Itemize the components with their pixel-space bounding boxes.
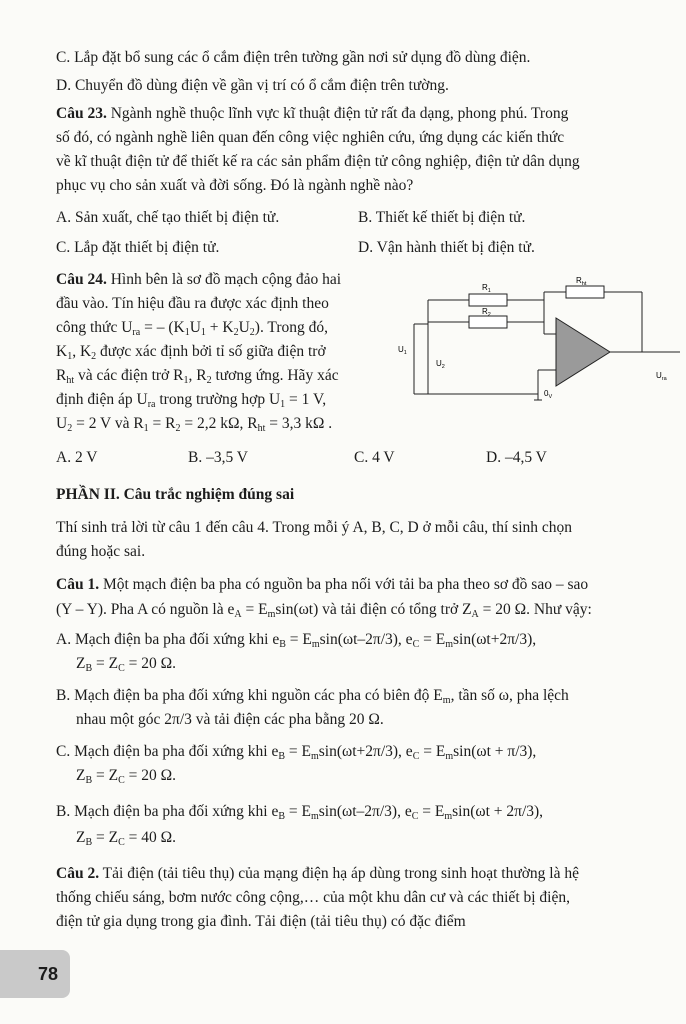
c1-line2 <box>56 600 592 625</box>
q24-seg: R <box>56 367 67 384</box>
c1-option-b-line2: nhau một góc 2π/3 và tải điện các pha bằng 20 Ω. <box>76 711 384 728</box>
seg: = Z <box>92 655 119 672</box>
c1-text: Một mạch điện ba pha có nguồn ba pha nối với tải ba pha theo sơ đồ sao – sao <box>99 576 589 593</box>
u2-label: $U_2$ <box>436 359 445 370</box>
q24-seg: và các điện trở R <box>74 367 184 384</box>
c1-option-a <box>56 630 536 655</box>
sub: ra <box>132 327 141 338</box>
q24-option-d: D. –4,5 V <box>486 449 547 466</box>
q24-seg: định điện áp U <box>56 391 148 408</box>
inverting-summing-amplifier-diagram <box>384 272 684 412</box>
q24-seg: = R <box>148 415 176 432</box>
q24-text5 <box>56 366 339 391</box>
q24-text1: Hình bên là sơ đồ mạch cộng đảo hai <box>106 271 342 288</box>
c2-label: Câu 2. <box>56 865 100 882</box>
u1-label: $U_1$ <box>398 345 407 356</box>
seg: = Z <box>92 829 119 846</box>
question-23-line1 <box>56 104 568 124</box>
sub: m <box>445 751 454 762</box>
option-d-prev: D. Chuyển đồ dùng điện về gần vị trí có ổ cắm điện trên tường. <box>56 77 449 94</box>
q24-text6 <box>56 390 326 415</box>
r1-label: $R_1$ <box>482 283 491 294</box>
sub: 1 <box>200 327 206 338</box>
q24-seg: = 1 V, <box>285 391 327 408</box>
sub: A <box>234 609 242 620</box>
q23-text1: Ngành nghề thuộc lĩnh vực kĩ thuật điện tử rất đa dạng, phong phú. Trong <box>106 105 569 122</box>
sub: 2 <box>67 423 73 434</box>
seg: = E <box>285 743 311 760</box>
sub: C <box>411 811 419 822</box>
q24-seg: ). Trong đó, <box>254 319 328 336</box>
q24-seg: = 2,2 kΩ, R <box>180 415 258 432</box>
seg: = E <box>285 803 311 820</box>
seg: = E <box>419 743 446 760</box>
page-number: 78 <box>0 950 70 998</box>
sub: 2 <box>175 423 181 434</box>
op-amp-symbol <box>556 318 610 386</box>
seg: = 40 Ω. <box>124 829 177 846</box>
seg: sin(ωt) và tải điện có tổng trở Z <box>275 601 472 618</box>
sub: m <box>311 639 320 650</box>
part-2-intro1: Thí sinh trả lời từ câu 1 đến câu 4. Trong mỗi ý A, B, C, D ở mỗi câu, thí sinh chọn <box>56 519 573 536</box>
sub: C <box>412 639 420 650</box>
sub: 1 <box>67 351 73 362</box>
seg: B. Mạch điện ba pha đối xứng khi e <box>56 803 279 820</box>
question-24-label: Câu 24. <box>56 271 107 288</box>
sub: B <box>85 837 93 848</box>
c2-text: Tải điện (tải tiêu thụ) của mạng điện hạ áp dùng trong sinh hoạt thường là hệ <box>99 865 579 882</box>
q23-option-d: D. Vận hành thiết bị điện tử. <box>358 239 535 256</box>
q23-text4: phục vụ cho sản xuất và đời sống. Đó là ngành nghề nào? <box>56 177 414 194</box>
q24-option-a: A. 2 V <box>56 449 98 466</box>
q24-seg: U <box>56 415 68 432</box>
sub: m <box>444 811 453 822</box>
c2-line2: thống chiếu sáng, bơm nước công cộng,… của một khu dân cư và các thiết bị điện, <box>56 889 570 906</box>
q24-seg: U <box>238 319 250 336</box>
ground-label: $0_V$ <box>544 389 553 400</box>
q24-seg: = 2 V và R <box>72 415 144 432</box>
sub: 2 <box>233 327 239 338</box>
sub: B <box>85 663 93 674</box>
sub: B <box>279 639 286 650</box>
sub: C <box>118 837 125 848</box>
seg: = E <box>419 631 446 648</box>
c2-line1 <box>56 864 579 884</box>
sub: ra <box>147 399 156 410</box>
part-2-intro2: đúng hoặc sai. <box>56 543 146 560</box>
seg: sin(ωt–2π/3), e <box>318 803 412 820</box>
q24-seg: K <box>56 343 68 360</box>
part-2-title: PHẦN II. Câu trắc nghiệm đúng sai <box>56 486 295 503</box>
q24-seg: = 3,3 kΩ . <box>265 415 333 432</box>
sub: B <box>85 775 93 786</box>
question-24-line1 <box>56 270 341 290</box>
sub: m <box>442 695 451 706</box>
q24-seg: , K <box>72 343 92 360</box>
sub: ht <box>66 375 75 386</box>
seg: = 20 Ω. <box>124 767 177 784</box>
sub: 1 <box>183 375 189 386</box>
sub: 1 <box>184 327 190 338</box>
sub: m <box>310 811 319 822</box>
sub: ht <box>257 423 266 434</box>
seg: A. Mạch điện ba pha đối xứng khi e <box>56 631 280 648</box>
seg: = E <box>241 601 268 618</box>
q24-seg: được xác định bởi tỉ số giữa điện trở <box>96 343 326 360</box>
seg: , tần số ω, pha lệch <box>450 687 569 704</box>
sub: C <box>118 775 125 786</box>
c1-line1 <box>56 575 588 595</box>
ura-label: $U_{ra}$ <box>656 371 667 382</box>
c1-option-d <box>56 802 543 827</box>
seg: Z <box>76 767 86 784</box>
q23-option-c: C. Lắp đặt thiết bị điện tử. <box>56 239 220 256</box>
seg: sin(ωt+2π/3), <box>452 631 537 648</box>
rht-label: $R_{ht}$ <box>576 276 587 287</box>
seg: = E <box>418 803 445 820</box>
q24-option-c: C. 4 V <box>354 449 395 466</box>
sub: m <box>310 751 319 762</box>
seg: = E <box>285 631 312 648</box>
seg: (Y – Y). Pha A có nguồn là e <box>56 601 235 618</box>
seg: sin(ωt–2π/3), e <box>319 631 413 648</box>
sub: C <box>118 663 125 674</box>
seg: = 20 Ω. Như vậy: <box>478 601 592 618</box>
q23-text2: số đó, có ngành nghề liên quan đến công việc nghiên cứu, ứng dụng các kiến thức <box>56 129 565 146</box>
q24-text7 <box>56 414 332 439</box>
seg: Z <box>76 655 86 672</box>
q23-option-a: A. Sản xuất, chế tạo thiết bị điện tử. <box>56 209 280 226</box>
q24-text3 <box>56 318 328 343</box>
r2-label: $R_2$ <box>482 307 491 318</box>
sub: 2 <box>91 351 97 362</box>
c1-option-c-line2 <box>76 766 176 791</box>
q23-option-b: B. Thiết kế thiết bị điện tử. <box>358 209 526 226</box>
c1-option-d-line2 <box>76 828 176 853</box>
c1-label: Câu 1. <box>56 576 100 593</box>
sub: B <box>278 751 286 762</box>
sub: m <box>267 609 276 620</box>
q24-text2: đầu vào. Tín hiệu đầu ra được xác định theo <box>56 295 329 312</box>
sub: m <box>445 639 453 650</box>
option-c-prev: C. Lắp đặt bổ sung các ổ cắm điện trên tường gần nơi sử dụng đồ dùng điện. <box>56 49 531 66</box>
q24-seg: công thức U <box>56 319 133 336</box>
sub: 2 <box>249 327 255 338</box>
c2-line3: điện tử gia dụng trong gia đình. Tải điện (tải tiêu thụ) có đặc điểm <box>56 913 466 930</box>
seg: = 20 Ω. <box>124 655 177 672</box>
q24-seg: = – (K <box>140 319 185 336</box>
seg: B. Mạch điện ba pha đối xứng khi nguồn các pha có biên độ E <box>56 687 443 704</box>
q24-seg: tương ứng. Hãy xác <box>211 367 339 384</box>
q24-seg: , R <box>188 367 207 384</box>
sub: C <box>412 751 420 762</box>
q24-seg: + K <box>205 319 234 336</box>
seg: C. Mạch điện ba pha đối xứng khi e <box>56 743 279 760</box>
c1-option-a-line2 <box>76 654 176 679</box>
sub: B <box>278 811 286 822</box>
q24-text4 <box>56 342 326 367</box>
sub: 1 <box>143 423 149 434</box>
q24-option-b: B. –3,5 V <box>188 449 249 466</box>
seg: sin(ωt + 2π/3), <box>452 803 544 820</box>
seg: Z <box>76 829 86 846</box>
q24-seg: U <box>189 319 201 336</box>
question-23-label: Câu 23. <box>56 105 107 122</box>
sub: A <box>471 609 479 620</box>
sub: 1 <box>280 399 286 410</box>
q24-seg: trong trường hợp U <box>155 391 281 408</box>
sub: 2 <box>206 375 212 386</box>
q23-text3: về kĩ thuật điện tử để thiết kế ra các sản phẩm điện tử công nghiệp, điện tử dân dụng <box>56 153 580 170</box>
seg: sin(ωt + π/3), <box>453 743 537 760</box>
c1-option-b <box>56 686 569 711</box>
c1-option-c <box>56 742 536 767</box>
seg: sin(ωt+2π/3), e <box>318 743 413 760</box>
seg: = Z <box>92 767 119 784</box>
